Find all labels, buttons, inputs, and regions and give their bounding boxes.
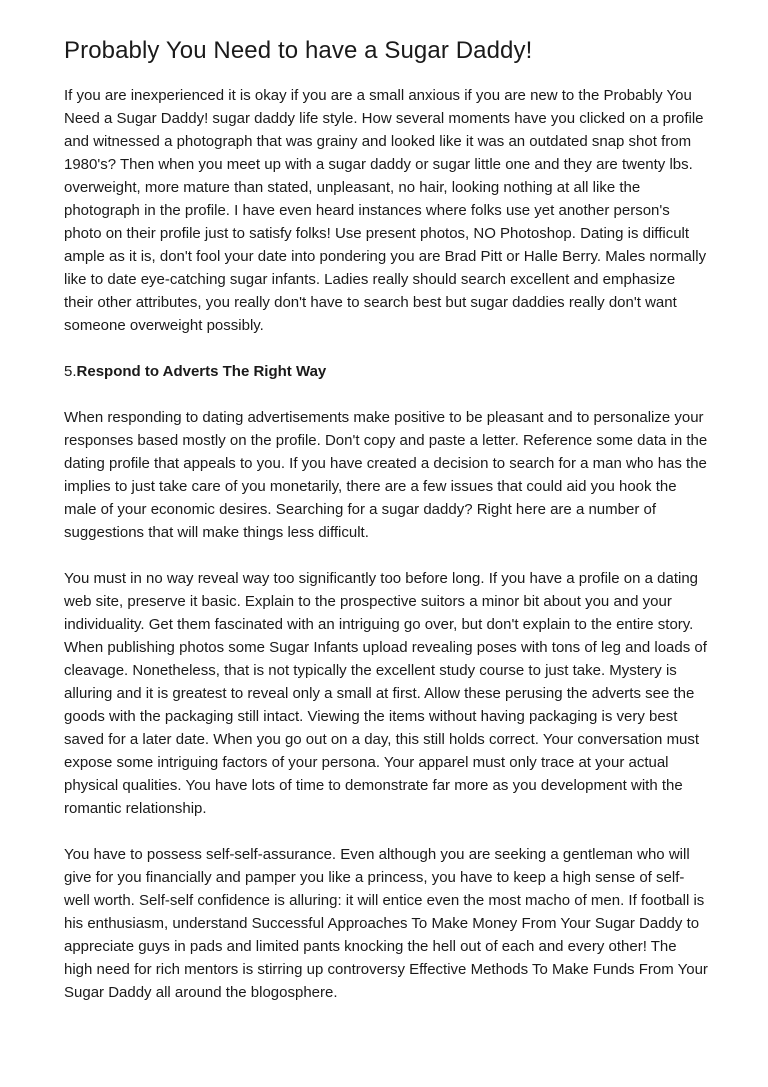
document-title: Probably You Need to have a Sugar Daddy!	[64, 37, 533, 64]
paragraph-adverts: When responding to dating advertisements make positive to be pleasant and to personalize your responses based mostly on the profile. Don't copy and paste a letter. Reference some data in the dating profile that appeals to you. If you have created a decision to search for a man who has the implies to just take care of you monetarily, there are a few issues that could aid you hook the male of your economic desires. Searching for a sugar daddy? Right here are a number of suggestions that will make things less difficult.	[64, 409, 708, 541]
document-page	[64, 36, 708, 1004]
paragraph-reveal: You must in no way reveal way too significantly too before long. If you have a profile on a dating web site, preserve it basic. Explain to the prospective suitors a minor bit about you and your individuality. Get them fascinated with an intriguing go over, but don't explain to the entire story. When publishing photos some Sugar Infants upload revealing poses with tons of leg and loads of cleavage. Nonetheless, that is not typically the excellent study course to just take. Mystery is alluring and it is greatest to reveal only a small at first. Allow these perusing the adverts see the goods with the packaging still intact. Viewing the items without having packaging is very best saved for a later date. When you go out on a day, this still holds correct. Your conversation must expose some intriguing factors of your persona. Your apparel must only trace at your actual physical qualities. You have lots of time to demonstrate far more as you development with the romantic relationship.	[64, 570, 707, 817]
section-heading-5	[64, 360, 708, 383]
paragraph-spacer	[64, 544, 708, 567]
paragraph-spacer	[64, 820, 708, 843]
paragraph-spacer	[64, 337, 708, 360]
section-heading-text: Respond to Adverts The Right Way	[76, 363, 327, 380]
paragraph-intro: If you are inexperienced it is okay if you are a small anxious if you are new to the Probably You Need a Sugar Daddy! sugar daddy life style. How several moments have you clicked on a profile and witnessed a photograph that was grainy and looked like it was an outdated snap shot from 1980's? Then when you meet up with a sugar daddy or sugar little one and they are twenty lbs. overweight, more mature than stated, unpleasant, no hair, looking nothing at all like the photograph in the profile. I have even heard instances where folks use yet another person's photo on their profile just to satisfy folks! Use present photos, NO Photoshop. Dating is difficult ample as it is, don't fool your date into pondering you are Brad Pitt or Halle Berry. Males normally like to date eye-catching sugar infants. Ladies really should search excellent and emphasize their other attributes, you really don't have to search best but sugar daddies really don't want someone overweight possibly.	[64, 87, 707, 334]
paragraph-spacer	[64, 383, 708, 406]
section-number: 5.	[64, 363, 77, 380]
paragraph-confidence: You have to possess self-self-assurance. Even although you are seeking a gentleman who will give for you financially and pamper you like a princess, you have to keep a high sense of self-well worth. Self-self confidence is alluring: it will entice even the most macho of men. If football is his enthusiasm, understand Successful Approaches To Make Money From Your Sugar Daddy to appreciate guys in pads and limited pants knocking the hell out of each and every other! The high need for rich mentors is stirring up controversy Effective Methods To Make Funds From Your Sugar Daddy all around the blogosphere.	[64, 846, 708, 1001]
